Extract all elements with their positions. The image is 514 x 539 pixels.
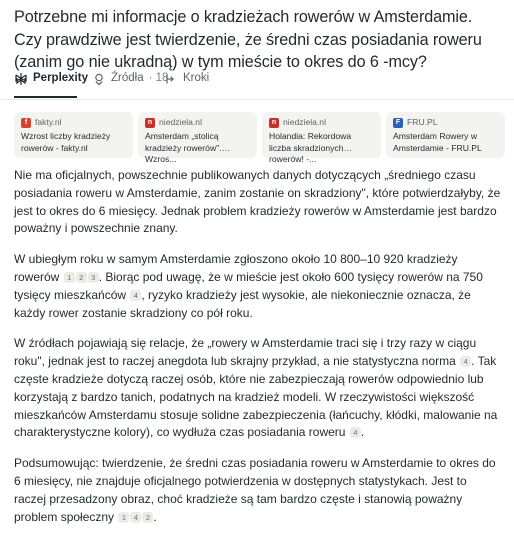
tab-sources[interactable]: [92, 72, 168, 100]
sources-count: · 18: [148, 72, 169, 84]
tab-steps[interactable]: [164, 72, 209, 100]
source-host: fakty.nl: [35, 117, 62, 127]
sources-icon: [92, 72, 106, 86]
citation-badge[interactable]: 2: [76, 272, 87, 283]
tab-steps-label: Kroki: [183, 72, 210, 84]
tab-perplexity-label: Perplexity: [33, 72, 88, 84]
answer-text: . Biorąc pod uwagę, że w mieście jest około 600 tysięcy rowerów na 750 tysięcy mieszkańców: [14, 269, 483, 302]
source-title: Wzrost liczby kradzieży rowerów - fakty.nl: [21, 131, 111, 153]
source-card[interactable]: [138, 112, 257, 164]
source-host: niedziela.nl: [159, 117, 202, 127]
source-card[interactable]: [386, 112, 505, 158]
answer-text: Podsumowując: twierdzenie, że średni czas posiadania roweru w Amsterdamie to okres do 6 miesięcy, nie znajduje oficjalnego potwierdzenia w dostępnych statystykach. Jest to raczej przesadzony obraz, choć kradzieże są tam bardzo częste i stanowią poważny problem społeczny: [14, 456, 496, 524]
tab-sources-label: Źródła: [111, 72, 144, 84]
fru-favicon-icon: F: [393, 118, 403, 128]
question-heading: Potrzebne mi informacje o kradzieżach rowerów w Amsterdamie. Czy prawdziwe jest twierdzenie, że średni czas posiadania roweru (zanim go nie ukradną) w tym mieście to okres do 6 -mcy?: [14, 8, 482, 71]
answer-body: [14, 167, 502, 539]
citation-badge[interactable]: 1: [64, 272, 75, 283]
answer-text: . Tak częste kradzieże dotyczą raczej osób, które nie zabezpieczają rowerów odpowiednio lub korzystają z bardzo tanich, podatnych na kradzież modeli. W rzeczywistości większość mieszkańców Amsterdamu stosuje solidne zabezpieczenia (łańcuchy, kłódki, malowanie na charakterystyczne kolory), co wydłuża czas posiadania roweru: [14, 354, 498, 440]
answer-text: .: [360, 425, 365, 440]
citation-badge[interactable]: 2: [142, 512, 153, 523]
answer-paragraph: [14, 335, 502, 442]
source-card[interactable]: [262, 112, 381, 164]
niedziela-favicon-icon: n: [269, 118, 279, 128]
citation-badge[interactable]: 4: [460, 356, 471, 367]
citation-badge[interactable]: 4: [130, 512, 141, 523]
perplexity-logo-icon: [14, 72, 28, 86]
source-host: niedziela.nl: [283, 117, 326, 127]
citation-badge[interactable]: 4: [130, 290, 141, 301]
source-host-row: [21, 117, 126, 128]
source-host: FRU.PL: [407, 117, 438, 127]
niedziela-favicon-icon: n: [145, 118, 155, 128]
answer-text: Nie ma oficjalnych, powszechnie publikowanych danych dotyczących „średniego czasu posiadania roweru w Amsterdamie, zanim zostanie on skradziony", które potwierdzałyby, że jest to okres do 6 miesięcy. Jednak problem kradzieży rowerów w Amsterdamie jest bardzo poważny i powszechnie znany.: [14, 168, 501, 236]
active-tab-indicator: [14, 96, 77, 98]
source-title: Amsterdam „stolicą kradzieży rowerów". Wzros...: [145, 131, 222, 164]
answer-text: W źródłach pojawiają się relacje, że „rowery w Amsterdamie traci się i trzy razy w ciągu roku", jednak jest to raczej anegdota lub skrajny przykład, a nie statystyczna norma: [14, 336, 477, 369]
answer-paragraph: [14, 167, 502, 238]
steps-icon: [164, 72, 178, 86]
source-title: Amsterdam Rowery w Amsterdamie - FRU.PL: [393, 131, 482, 153]
tab-bar: [0, 66, 514, 100]
source-card[interactable]: [14, 112, 133, 158]
citation-badge[interactable]: 1: [118, 512, 129, 523]
answer-text: W ubiegłym roku w samym Amsterdamie zgłoszono około 10 800–10 920 kradzieży rowerów: [14, 252, 458, 284]
source-host-row: [269, 117, 374, 128]
source-host-row: [145, 117, 250, 128]
fakty-favicon-icon: f: [21, 118, 31, 128]
source-cards: [14, 112, 504, 164]
answer-paragraph: [14, 455, 502, 526]
source-host-row: [393, 117, 498, 128]
citation-badge[interactable]: 3: [88, 272, 99, 283]
source-title: Holandia: Rekordowa liczba skradzionych rowerów! -...: [269, 131, 352, 164]
answer-text: , ryzyko kradzieży jest wysokie, ale niekoniecznie oznacza, że każdy rower zostanie skradziony co pół roku.: [14, 287, 471, 320]
citation-badge[interactable]: 4: [350, 427, 361, 438]
answer-paragraph: [14, 251, 502, 322]
answer-text: .: [153, 509, 157, 524]
